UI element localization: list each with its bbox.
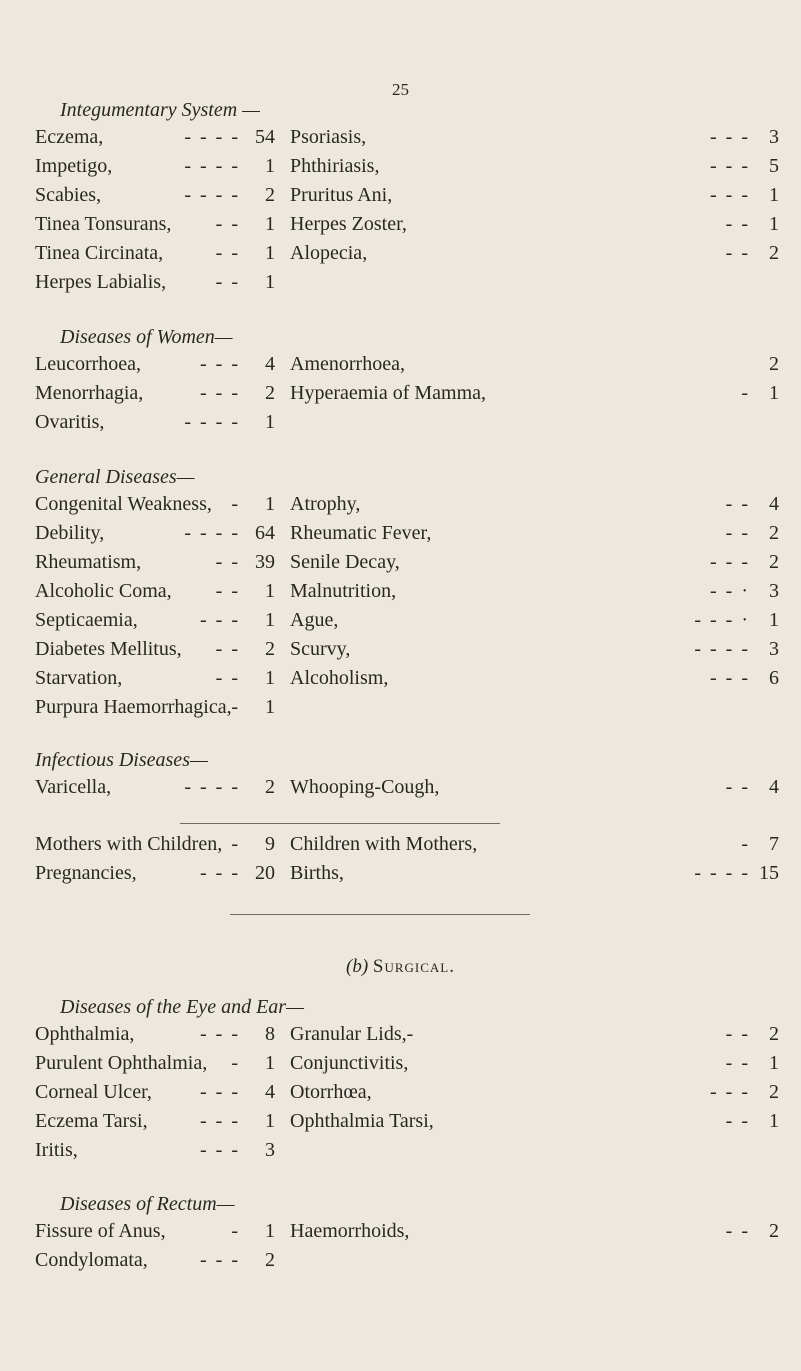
leader-dashes: -: [231, 833, 240, 855]
entry-name: Haemorrhoids,: [290, 1220, 410, 1242]
entry-count: 64: [255, 522, 275, 544]
leader-dashes: - - - -: [184, 155, 240, 177]
leader-dashes: - - -: [710, 551, 750, 573]
entry-count: 2: [265, 184, 275, 206]
table-row: [0, 551, 801, 580]
entry-name: Varicella,: [35, 776, 112, 798]
entry-name: Eczema Tarsi,: [35, 1110, 148, 1132]
table-row: [0, 638, 801, 667]
leader-dashes: - - - ·: [694, 609, 750, 631]
entry-name: Purpura Haemorrhagica,: [35, 696, 232, 718]
table-row: [0, 1110, 801, 1139]
entry-name: Ophthalmia Tarsi,: [290, 1110, 434, 1132]
leader-dashes: - - - -: [694, 862, 750, 884]
entry-name: Menorrhagia,: [35, 382, 144, 404]
entry-name: Atrophy,: [290, 493, 361, 515]
entry-count: 1: [265, 1052, 275, 1074]
entry-name: Rheumatic Fever,: [290, 522, 432, 544]
entry-count: 1: [265, 580, 275, 602]
entry-name: Mothers with Children,: [35, 833, 223, 855]
table-row: [0, 493, 801, 522]
entry-count: 2: [769, 1220, 779, 1242]
leader-dashes: - - -: [200, 1249, 240, 1271]
entry-count: 2: [769, 242, 779, 264]
entry-name: Amenorrhoea,: [290, 353, 405, 375]
table-row: [0, 271, 801, 300]
entry-count: 3: [265, 1139, 275, 1161]
surgical-marker: (b): [346, 956, 369, 977]
leader-dashes: - - ·: [710, 580, 750, 602]
leader-dashes: -: [231, 1052, 240, 1074]
entry-name: Herpes Labialis,: [35, 271, 167, 293]
page-number: 25: [392, 80, 409, 99]
entry-name: Corneal Ulcer,: [35, 1081, 152, 1103]
entry-name: Whooping-Cough,: [290, 776, 440, 798]
leader-dashes: - -: [725, 522, 750, 544]
leader-dashes: - - -: [200, 1110, 240, 1132]
entry-count: 2: [769, 1081, 779, 1103]
entry-count: 3: [769, 580, 779, 602]
table-row: [0, 862, 801, 891]
entry-name: Herpes Zoster,: [290, 213, 407, 235]
leader-dashes: - -: [725, 213, 750, 235]
leader-dashes: -: [231, 696, 240, 718]
section-heading-general: General Diseases—: [35, 466, 195, 488]
entry-count: 39: [255, 551, 275, 573]
section-heading-eye-ear: Diseases of the Eye and Ear—: [60, 996, 304, 1018]
entry-name: Leucorrhoea,: [35, 353, 142, 375]
entry-name: Ophthalmia,: [35, 1023, 135, 1045]
entry-count: 2: [265, 776, 275, 798]
leader-dashes: -: [231, 493, 240, 515]
entry-count: 2: [265, 382, 275, 404]
leader-dashes: - - - -: [184, 776, 240, 798]
entry-name: Phthiriasis,: [290, 155, 380, 177]
leader-dashes: - - - -: [184, 522, 240, 544]
table-row: [0, 1220, 801, 1249]
table-row: [0, 1249, 801, 1278]
entry-count: 2: [265, 638, 275, 660]
leader-dashes: - -: [725, 1110, 750, 1132]
entry-count: 1: [265, 493, 275, 515]
table-row: [0, 213, 801, 242]
entry-count: 1: [769, 1110, 779, 1132]
entry-name: Psoriasis,: [290, 126, 367, 148]
entry-count: 1: [265, 609, 275, 631]
leader-dashes: - -: [725, 242, 750, 264]
leader-dashes: -: [741, 382, 750, 404]
leader-dashes: - -: [725, 1023, 750, 1045]
leader-dashes: - - -: [710, 155, 750, 177]
entry-count: 1: [265, 1110, 275, 1132]
surgical-title: [0, 956, 801, 978]
entry-count: 1: [265, 411, 275, 433]
section-heading-women: Diseases of Women—: [60, 326, 233, 348]
entry-name: Scurvy,: [290, 638, 351, 660]
leader-dashes: - - -: [200, 862, 240, 884]
leader-dashes: - -: [215, 667, 240, 689]
entry-name: Impetigo,: [35, 155, 113, 177]
leader-dashes: - - -: [710, 184, 750, 206]
divider-rule: [230, 914, 530, 915]
table-row: [0, 522, 801, 551]
leader-dashes: - - -: [200, 353, 240, 375]
leader-dashes: - -: [725, 776, 750, 798]
leader-dashes: - - -: [200, 1081, 240, 1103]
table-row: [0, 126, 801, 155]
table-row: [0, 155, 801, 184]
entry-count: 1: [265, 271, 275, 293]
entry-name: Conjunctivitis,: [290, 1052, 409, 1074]
entry-count: 4: [265, 353, 275, 375]
table-row: [0, 353, 801, 382]
leader-dashes: - - - -: [184, 411, 240, 433]
entry-count: 2: [769, 522, 779, 544]
table-row: [0, 1052, 801, 1081]
entry-name: Granular Lids,-: [290, 1023, 414, 1045]
entry-name: Iritis,: [35, 1139, 78, 1161]
table-row: [0, 609, 801, 638]
entry-count: 1: [265, 213, 275, 235]
entry-name: Ovaritis,: [35, 411, 105, 433]
leader-dashes: - - -: [200, 609, 240, 631]
leader-dashes: - - - -: [694, 638, 750, 660]
entry-name: Scabies,: [35, 184, 102, 206]
entry-count: 5: [769, 155, 779, 177]
entry-count: 4: [769, 493, 779, 515]
entry-name: Eczema,: [35, 126, 104, 148]
table-row: [0, 382, 801, 411]
leader-dashes: - -: [215, 580, 240, 602]
leader-dashes: - - - -: [184, 126, 240, 148]
entry-name: Tinea Tonsurans,: [35, 213, 172, 235]
entry-count: 15: [759, 862, 779, 884]
entry-name: Septicaemia,: [35, 609, 138, 631]
entry-count: 4: [769, 776, 779, 798]
entry-count: 1: [265, 667, 275, 689]
entry-name: Condylomata,: [35, 1249, 148, 1271]
entry-name: Pregnancies,: [35, 862, 137, 884]
entry-name: Fissure of Anus,: [35, 1220, 166, 1242]
entry-count: 7: [769, 833, 779, 855]
leader-dashes: - -: [215, 638, 240, 660]
section-heading-rectum: Diseases of Rectum—: [60, 1193, 235, 1215]
table-row: [0, 667, 801, 696]
table-row: [0, 1139, 801, 1168]
leader-dashes: - - -: [710, 667, 750, 689]
entry-count: 3: [769, 638, 779, 660]
entry-name: Malnutrition,: [290, 580, 397, 602]
entry-name: Debility,: [35, 522, 105, 544]
leader-dashes: -: [741, 833, 750, 855]
leader-dashes: - -: [725, 1052, 750, 1074]
table-row: [0, 580, 801, 609]
entry-name: Hyperaemia of Mamma,: [290, 382, 487, 404]
leader-dashes: - -: [215, 213, 240, 235]
entry-name: Alcoholism,: [290, 667, 389, 689]
entry-count: 6: [769, 667, 779, 689]
entry-count: 2: [769, 353, 779, 375]
table-row: [0, 1023, 801, 1052]
entry-count: 1: [265, 696, 275, 718]
leader-dashes: - -: [725, 1220, 750, 1242]
entry-count: 1: [769, 609, 779, 631]
entry-name: Rheumatism,: [35, 551, 142, 573]
entry-count: 2: [769, 551, 779, 573]
entry-count: 9: [265, 833, 275, 855]
table-row: [0, 833, 801, 862]
leader-dashes: - - - -: [184, 184, 240, 206]
table-row: [0, 1081, 801, 1110]
leader-dashes: - -: [215, 242, 240, 264]
leader-dashes: - - -: [710, 126, 750, 148]
leader-dashes: - - -: [710, 1081, 750, 1103]
entry-name: Otorrhœa,: [290, 1081, 372, 1103]
entry-name: Pruritus Ani,: [290, 184, 393, 206]
entry-name: Starvation,: [35, 667, 123, 689]
entry-name: Births,: [290, 862, 344, 884]
entry-name: Children with Mothers,: [290, 833, 478, 855]
leader-dashes: - -: [725, 493, 750, 515]
entry-name: Alcoholic Coma,: [35, 580, 172, 602]
entry-count: 1: [769, 382, 779, 404]
entry-name: Senile Decay,: [290, 551, 400, 573]
entry-name: Diabetes Mellitus,: [35, 638, 182, 660]
entry-count: 1: [769, 213, 779, 235]
table-row: [0, 184, 801, 213]
entry-count: 1: [769, 184, 779, 206]
entry-name: Purulent Ophthalmia,: [35, 1052, 208, 1074]
entry-name: Tinea Circinata,: [35, 242, 164, 264]
table-row: [0, 776, 801, 805]
entry-count: 2: [769, 1023, 779, 1045]
entry-name: Congenital Weakness,: [35, 493, 212, 515]
entry-count: 3: [769, 126, 779, 148]
section-heading-infectious: Infectious Diseases—: [35, 749, 208, 771]
leader-dashes: - - -: [200, 1023, 240, 1045]
entry-count: 4: [265, 1081, 275, 1103]
entry-count: 1: [769, 1052, 779, 1074]
leader-dashes: - - -: [200, 1139, 240, 1161]
surgical-title-text: Surgical.: [372, 956, 455, 977]
entry-count: 1: [265, 1220, 275, 1242]
leader-dashes: - -: [215, 551, 240, 573]
leader-dashes: - -: [215, 271, 240, 293]
table-row: [0, 411, 801, 440]
divider-rule: [180, 823, 500, 824]
entry-count: 2: [265, 1249, 275, 1271]
entry-count: 1: [265, 155, 275, 177]
entry-name: Alopecia,: [290, 242, 368, 264]
entry-count: 1: [265, 242, 275, 264]
entry-name: Ague,: [290, 609, 339, 631]
leader-dashes: - - -: [200, 382, 240, 404]
entry-count: 54: [255, 126, 275, 148]
entry-count: 20: [255, 862, 275, 884]
entry-count: 8: [265, 1023, 275, 1045]
table-row: [0, 696, 801, 725]
leader-dashes: -: [231, 1220, 240, 1242]
table-row: [0, 242, 801, 271]
section-heading-integumentary: Integumentary System —: [60, 99, 260, 121]
